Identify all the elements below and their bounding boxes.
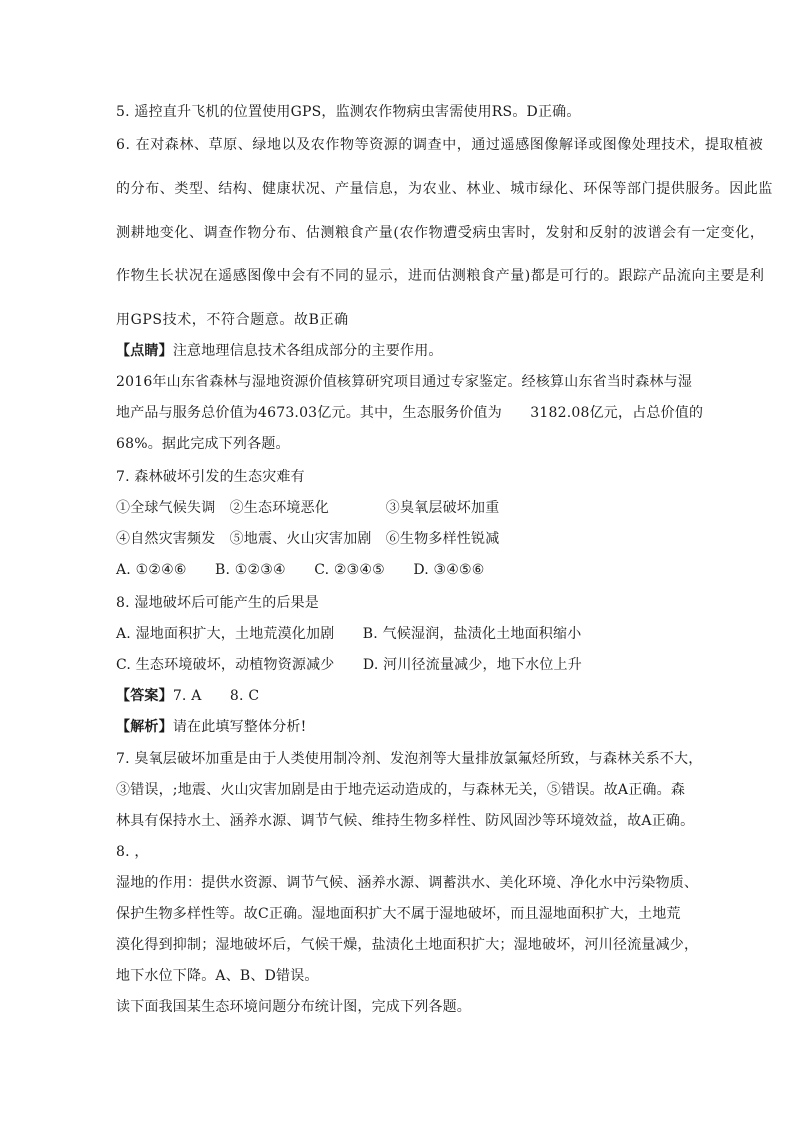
answer-line-6: 6. 在对森林、草原、绿地以及农作物等资源的调查中，通过遥感图像解译或图像处理技术，提取植被 [116, 137, 764, 153]
answer-line-6-cont-1: 的分布、类型、结构、健康状况、产量信息，为农业、林业、城市绿化、环保等部门提供服务。因此监 [116, 181, 773, 197]
question-7-options-row-1: ①全球气候失调 ②生态环境恶化 ③臭氧层破坏加重 [116, 500, 500, 516]
next-question-intro: 读下面我国某生态环境问题分布统计图，完成下列各题。 [116, 999, 471, 1015]
analysis-8-line-4: 地下水位下降。A、B、D错误。 [116, 968, 319, 984]
analysis-8-line-2: 保护生物多样性等。故C正确。湿地面积扩大不属于湿地破坏，而且湿地面积扩大，土地荒 [116, 906, 681, 922]
question-8-stem: 8. 湿地破坏后可能产生的后果是 [116, 595, 320, 611]
answer-tag: 【答案】 [116, 688, 173, 704]
answer-text: 7. A 8. C [172, 688, 260, 704]
analysis-8-line-1: 湿地的作用：提供水资源、调节气候、涵养水源、调蓄洪水、美化环境、净化水中污染物质、 [116, 875, 699, 891]
intro-line-1: 2016年山东省森林与湿地资源价值核算研究项目通过专家鉴定。经核算山东省当时森林与湿 [116, 374, 693, 390]
tip-tag: 【点睛】 [116, 343, 173, 359]
analysis-7-line-2: ③错误，;地震、火山灾害加剧是由于地壳运动造成的，与森林无关，⑤错误。故A正确。森 [116, 782, 686, 798]
question-7-choices: A. ①②④⑥ B. ①②③④ C. ②③④⑤ D. ③④⑤⑥ [116, 562, 485, 578]
answer-line-5: 5. 遥控直升飞机的位置使用GPS，监测农作物病虫害需使用RS。D正确。 [116, 104, 581, 120]
analysis-tag: 【解析】 [116, 719, 173, 735]
analysis-8-line-0: 8. ， [116, 844, 149, 860]
question-8-choices-cd: C. 生态环境破坏，动植物资源减少 D. 河川径流量减少，地下水位上升 [116, 657, 582, 673]
analysis-7-line-3: 林具有保持水土、涵养水源、调节气候、维持生物多样性、防风固沙等环境效益，故A正确。 [116, 813, 695, 829]
question-7-options-row-2: ④自然灾害频发 ⑤地震、火山灾害加剧 ⑥生物多样性锐减 [116, 531, 500, 547]
answer-key-line [116, 687, 259, 705]
answer-line-6-cont-4: 用GPS技术，不符合题意。故B正确 [116, 312, 349, 328]
intro-line-3: 68%。据此完成下列各题。 [116, 436, 290, 452]
answer-line-6-cont-3: 作物生长状况在遥感图像中会有不同的显示，进而估测粮食产量)都是可行的。跟踪产品流向主要是利 [116, 268, 765, 284]
tip-text: 注意地理信息技术各组成部分的主要作用。 [172, 343, 443, 359]
intro-line-2: 地产品与服务总价值为4673.03亿元。其中，生态服务价值为 3182.08亿元，占总价值的 [116, 405, 704, 421]
analysis-header-line [116, 718, 306, 736]
analysis-8-line-3: 漠化得到抑制；湿地破坏后，气候干燥，盐渍化土地面积扩大；湿地破坏，河川径流量减少， [116, 937, 699, 953]
question-8-choices-ab: A. 湿地面积扩大，土地荒漠化加剧 B. 气候湿润，盐渍化土地面积缩小 [116, 626, 582, 642]
analysis-7-line-1: 7. 臭氧层破坏加重是由于人类使用制冷剂、发泡剂等大量排放氯氟烃所致，与森林关系不大， [116, 751, 703, 767]
answer-line-6-cont-2: 测耕地变化、调查作物分布、估测粮食产量(农作物遭受病虫害时，发射和反射的波谱会有一定变化， [116, 225, 765, 241]
tip-line [116, 342, 443, 360]
question-7-stem: 7. 森林破坏引发的生态灾难有 [116, 469, 305, 485]
analysis-text: 请在此填写整体分析! [172, 719, 307, 735]
